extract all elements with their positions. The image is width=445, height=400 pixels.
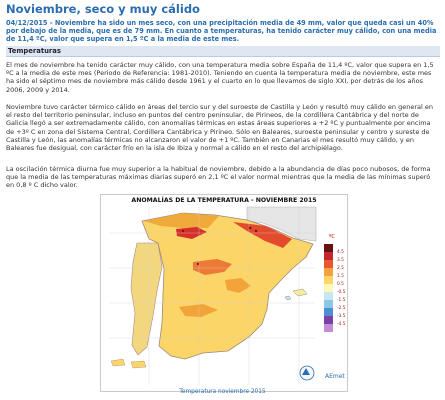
legend-swatch (324, 324, 333, 332)
legend-tick-label: -3.5 (337, 314, 346, 319)
legend (324, 244, 333, 332)
legend-tick-label: -0.5 (337, 290, 346, 295)
section-header-label: Temperaturas (8, 47, 61, 55)
legend-tick-label: 4.5 (337, 250, 344, 255)
legend-swatch (324, 316, 333, 324)
legend-tick-label: 2.5 (337, 266, 344, 271)
legend-swatch (324, 308, 333, 316)
legend-tick-label: -1.5 (337, 298, 346, 303)
legend-swatch (324, 292, 333, 300)
paragraph-3: La oscilación térmica diurna fue muy superior a la habitual de noviembre, debido a la abundancia de días poco nubosos, de forma que la media de las temperaturas máximas diarias superó en 2,1 ºC el valor normal mientras que la media de las mínimas superó en 0,8 º C dicho valor. (6, 165, 431, 190)
lead-paragraph: 04/12/2015 - Noviembre ha sido un mes seco, con una precipitación media de 49 mm, valor que queda casi un 40% por debajo de la media, que es de 79 mm. En cuanto a temperaturas, ha tenido carácter muy cálido, con una media de 11,4 ºC, valor que supera en 1,5 ºC a la media de este mes. (6, 19, 437, 44)
map-title: ANOMALÍAS DE LA TEMPERATURA - NOVIEMBRE 2015 (131, 197, 317, 204)
page-title: Noviembre, seco y muy cálido (6, 2, 200, 16)
legend-tick-label: -4.5 (337, 322, 346, 327)
legend-swatch (324, 300, 333, 308)
anomaly-point (255, 230, 257, 232)
map-caption: Temperatura noviembre 2015 (179, 389, 266, 395)
legend-swatch (324, 268, 333, 276)
legend-tick-label: 1.5 (337, 274, 344, 279)
paragraph-2: Noviembre tuvo carácter térmico cálido en áreas del tercio sur y del suroeste de Castilla y León y resultó muy cálido en general en el resto del territorio peninsular, incluso en puntos del centro peninsular, de Pirineos, de la cordillera Cantábrica y del norte de Galicia llegó a ser extremadamente cálido, con anomalías térmicas en estas áreas superiores a +2 ºC y puntualmente por encima de +3º C en zona del Sistema Central, Cordillera Cantábrica y Pirineo. Sólo en Baleares, suroeste peninsular y centro y sureste de Castilla y León, las anomalías térmicas no alcanzaron el valor de +1 ºC. También en Canarias el mes resultó muy cálido, y en Baleares fue desigual, con carácter frío en la isla de Ibiza y normal a cálido en el resto del archipiélago. (6, 103, 433, 153)
legend-tick-label: 3.5 (337, 258, 344, 263)
legend-unit: ºC (329, 234, 335, 240)
map-figure (101, 195, 347, 391)
legend-labels (337, 249, 346, 327)
section-header (6, 46, 440, 57)
legend-swatch (324, 244, 333, 252)
legend-swatch (324, 276, 333, 284)
temperature-anomaly-map[interactable] (100, 194, 348, 392)
legend-swatch (324, 252, 333, 260)
anomaly-point (182, 230, 184, 232)
logo-text: AEmet (325, 373, 345, 380)
legend-tick-label: -2.5 (337, 306, 346, 311)
legend-tick-label: 0.5 (337, 282, 344, 287)
legend-swatch (324, 260, 333, 268)
paragraph-1: El mes de noviembre ha tenido carácter muy cálido, con una temperatura media sobre España de 11,4 ºC, valor que supera en 1,5 ºC a la media de este mes (Periodo de Referencia: 1981-2010). Teniendo en cuenta la temperatura media de noviembre, este mes ha sido el séptimo mes de noviembre más cálido desde 1961 y el cuarto en lo que llevamos de siglo XXI, por detrás de los años 2006, 2009 y 2014. (6, 61, 434, 94)
aemet-logo (300, 366, 345, 380)
canarias-shape (131, 361, 146, 368)
legend-swatch (324, 284, 333, 292)
